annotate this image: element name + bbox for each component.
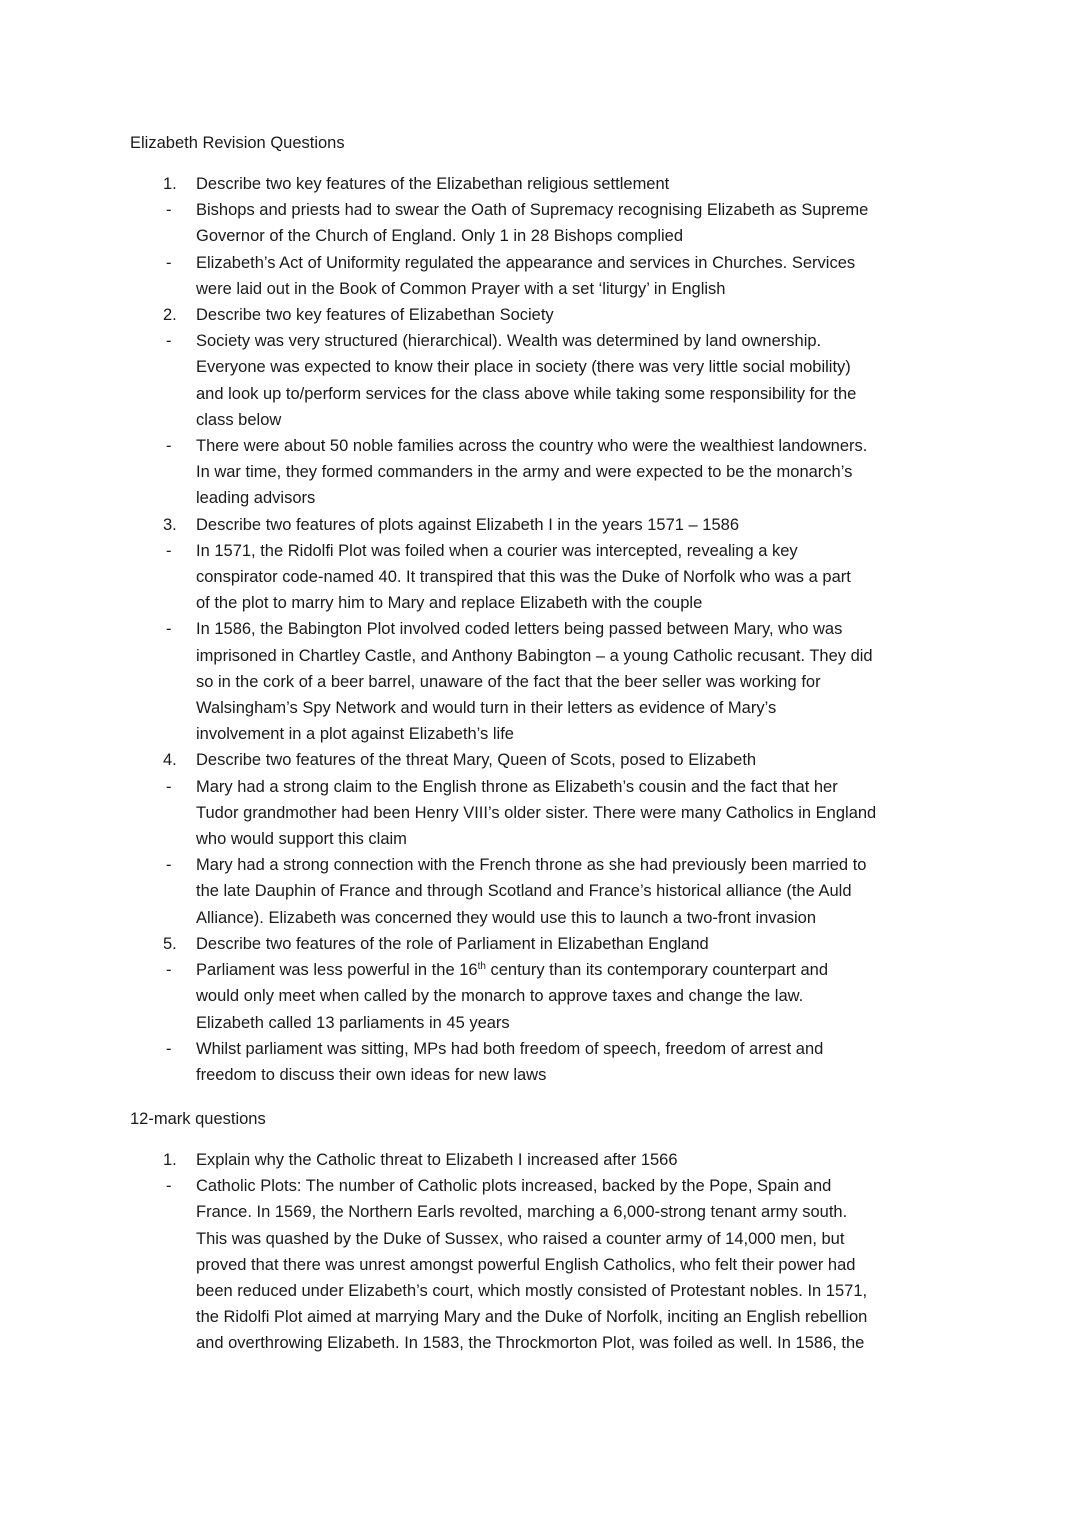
bullet-dash: - (166, 961, 172, 980)
answer-text: Bishops and priests had to swear the Oath of Supremacy recognising Elizabeth as Supreme Governor of the Church of England. Only 1 in 28 Bishops complied (196, 201, 869, 246)
question-text: Describe two features of the threat Mary, Queen of Scots, posed to Elizabeth (196, 751, 757, 770)
answer-item (0, 250, 1080, 302)
ordinal-suffix: th (477, 961, 486, 973)
answer-item (0, 1173, 1080, 1356)
answer-text: Whilst parliament was sitting, MPs had both freedom of speech, freedom of arrest and freedom to discuss their own ideas for new laws (196, 1039, 824, 1084)
answer-text: Elizabeth’s Act of Uniformity regulated the appearance and services in Churches. Services were laid out in the Book of Common Prayer with a set ‘liturgy’ in English (196, 253, 856, 298)
answer-text: Catholic Plots: The number of Catholic plots increased, backed by the Pope, Spain and France. In 1569, the Northern Earls revolted, marching a 6,000-strong tenant army south. This was quashed by the Duke of Sussex, who raised a counter army of 14,000 men, but proved that there was unrest amongst powerful English Catholics, who felt their power had been reduced under Elizabeth’s court, which mostly consisted of Protestant nobles. In 1571, the Ridolfi Plot aimed at marrying Mary and the Duke of Norfolk, inciting an English rebellion and overthrowing Elizabeth. In 1583, the Throckmorton Plot, was foiled as well. In 1586, the (196, 1177, 868, 1353)
question-text: Describe two features of the role of Parliament in Elizabethan England (196, 934, 709, 953)
question-item (0, 931, 1080, 957)
answer-text: Mary had a strong connection with the French throne as she had previously been married to the late Dauphin of France and through Scotland and France’s historical alliance (the Auld Alliance). Elizabeth was concerned they would use this to launch a two-front invasion (196, 856, 867, 927)
answer-text-part: century than its contemporary counterpart and would only meet when called by the monarch to approve taxes and change the law. Elizabeth called 13 parliaments in 45 years (196, 961, 829, 1032)
question-item (0, 512, 1080, 538)
answer-text: Mary had a strong claim to the English throne as Elizabeth’s cousin and the fact that her Tudor grandmother had been Henry VIII’s older sister. There were many Catholics in England who would support this claim (196, 777, 877, 849)
question-number: 3. (163, 515, 177, 534)
answer-text: In 1586, the Babington Plot involved coded letters being passed between Mary, who was imprisoned in Chartley Castle, and Anthony Babington – a young Catholic recusant. They did so in the cork of a beer barrel, unaware of the fact that the beer seller was working for Walsingham’s Spy Network and would turn in their letters as evidence of Mary’s involvement in a plot against Elizabeth’s life (196, 620, 873, 744)
bullet-dash: - (166, 1039, 172, 1058)
question-item (0, 302, 1080, 328)
question-text: Explain why the Catholic threat to Elizabeth I increased after 1566 (196, 1151, 678, 1169)
question-item (0, 171, 1080, 197)
answer-item (0, 197, 1080, 249)
answer-item (0, 328, 1080, 433)
question-text: Describe two key features of Elizabethan Society (196, 306, 554, 325)
question-number: 4. (163, 751, 177, 770)
question-text: Describe two features of plots against Elizabeth I in the years 1571 – 1586 (196, 515, 739, 534)
answer-text: In 1571, the Ridolfi Plot was foiled when a courier was intercepted, revealing a key conspirator code-named 40. It transpired that this was the Duke of Norfolk who was a part of the plot to marry him to Mary and replace Elizabeth with the couple (196, 541, 851, 613)
bullet-dash: - (166, 1177, 172, 1196)
question-number: 2. (163, 306, 177, 325)
answer-item (0, 616, 1080, 747)
bullet-dash: - (166, 541, 172, 560)
question-item (0, 1147, 1080, 1173)
bullet-dash: - (166, 856, 172, 875)
bullet-dash: - (166, 253, 172, 272)
question-item (0, 747, 1080, 773)
answer-text: There were about 50 noble families across the country who were the wealthiest landowners. In war time, they formed commanders in the army and were expected to be the monarch’s leading advisors (196, 437, 868, 508)
answer-item (0, 957, 1080, 1036)
answer-text: Society was very structured (hierarchical). Wealth was determined by land ownership. Everyone was expected to know their place in society (there was very little social mobility) and look up to/perform services for the class above while taking some responsibility for the class below (196, 332, 857, 429)
revision-questions-list (0, 171, 1080, 1088)
answer-text (196, 957, 956, 1036)
answer-item (0, 852, 1080, 931)
question-number: 1. (163, 175, 177, 193)
section-title: 12-mark questions (130, 1110, 266, 1128)
page-title: Elizabeth Revision Questions (130, 134, 345, 152)
bullet-dash: - (166, 201, 172, 220)
bullet-dash: - (166, 437, 172, 456)
answer-item (0, 1036, 1080, 1088)
answer-item (0, 433, 1080, 512)
bullet-dash: - (166, 332, 172, 351)
question-number: 5. (163, 934, 177, 953)
answer-text-part: Parliament was less powerful in the 16 (196, 961, 478, 980)
answer-item (0, 774, 1080, 853)
bullet-dash: - (166, 620, 172, 639)
twelve-mark-questions-list (0, 1147, 1080, 1357)
question-number: 1. (163, 1151, 177, 1169)
question-text: Describe two key features of the Elizabethan religious settlement (196, 175, 670, 193)
bullet-dash: - (166, 777, 172, 796)
answer-item (0, 538, 1080, 617)
